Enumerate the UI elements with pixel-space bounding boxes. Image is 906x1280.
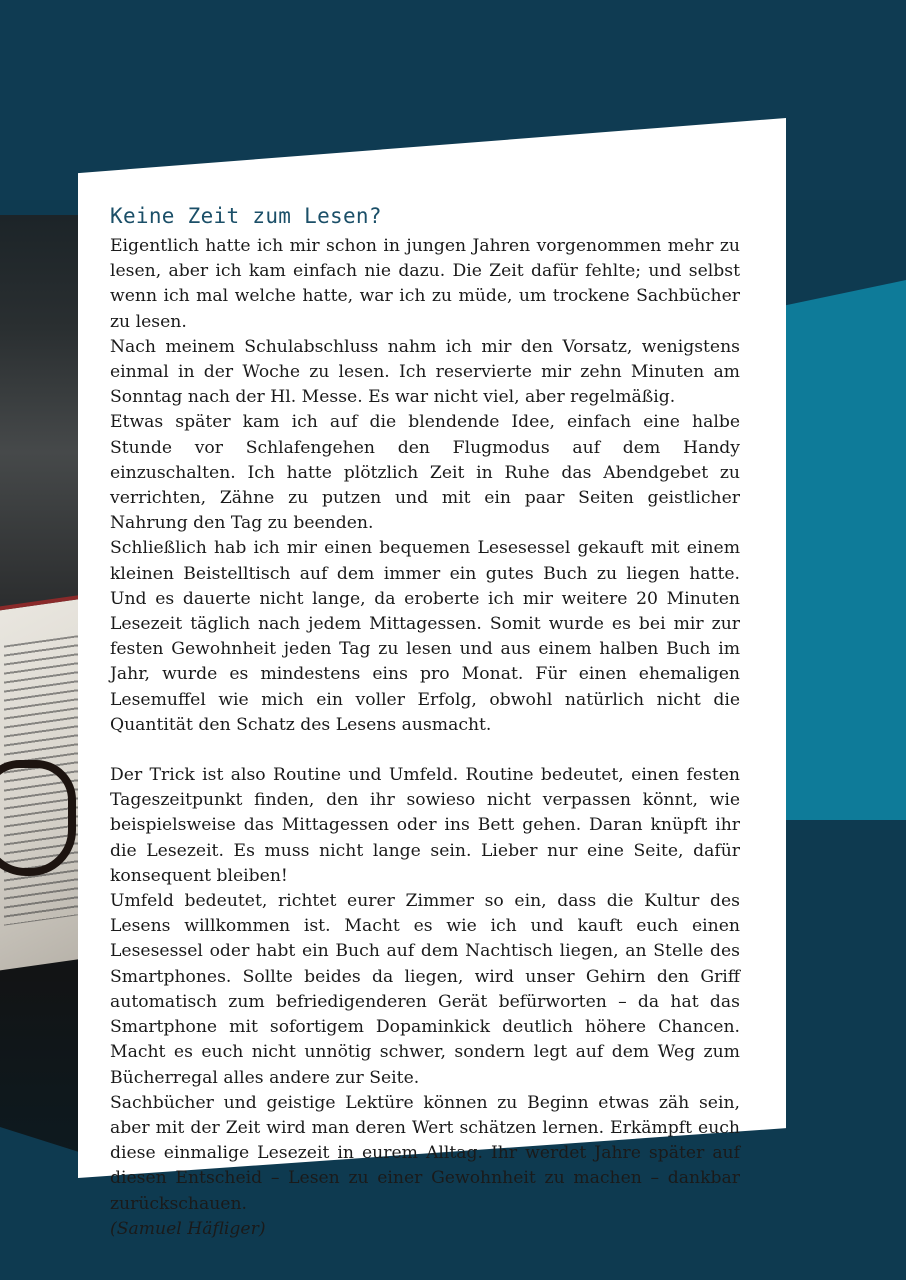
paragraph: Eigentlich hatte ich mir schon in jungen Jahren vorgenommen mehr zu lesen, aber ich kam einfach nie dazu. Die Zeit dafür fehlte; und selbst wenn ich mal welche hatte, war ich zu müde, um trockene Sachbücher zu lesen. [110,236,740,332]
paragraph: Nach meinem Schulabschluss nahm ich mir den Vorsatz, wenigstens einmal in der Woche zu lesen. Ich reservierte mir zehn Minuten am Sonntag nach der Hl. Messe. Es war nicht viel, aber regelmäßig. [110,336,740,408]
author-signature: (Samuel Häfliger) [110,1218,266,1239]
paragraph: Schließlich hab ich mir einen bequemen Lesesessel gekauft mit einem kleinen Beistelltisch auf dem immer ein gutes Buch zu liegen hatte. Und es dauerte nicht lange, da eroberte ich mir weitere 20 Minuten Lesezeit täglich nach jedem Mittagessen. Somit wurde es bei mir zur festen Gewohnheit jeden Tag zu lesen und aus einem halben Buch im Jahr, wurde es mindestens eins pro Monat. Für einen ehemaligen Lesemuffel wie mich ein voller Erfolg, obwohl natürlich nicht die Quantität den Schatz des Lesens ausmacht. [110,538,740,735]
paragraph: Der Trick ist also Routine und Umfeld. Routine bedeutet, einen festen Tageszeitpunkt finden, den ihr sowieso nicht verpassen könnt, wie beispielsweise das Mittagessen oder ins Bett gehen. Daran knüpft ihr die Lesezeit. Es muss nicht lange sein. Lieber nur eine Seite, dafür konsequent bleiben! [110,765,740,886]
article-heading: Keine Zeit zum Lesen? [110,204,382,228]
paragraph: Sachbücher und geistige Lektüre können zu Beginn etwas zäh sein, aber mit der Zeit wird man deren Wert schätzen lernen. Erkämpft euch diese einmalige Lesezeit in eurem Alltag. Ihr werdet Jahre später auf diesen Entscheid – Lesen zu einer Gewohnheit zu machen – dankbar zurückschauen. [110,1092,740,1214]
article-content [110,202,740,1242]
reading-glasses-image [0,760,76,876]
paragraph-gap [110,738,740,763]
paragraph: Umfeld bedeutet, richtet eurer Zimmer so ein, dass die Kultur des Lesens willkommen ist. Macht es wie ich und kauft euch einen Lesesessel oder habt ein Buch auf dem Nachtisch liegen, an Stelle des Smartphones. Sollte beides da liegen, wird unser Gehirn den Griff automatisch zum befriedigenderen Gerät befürworten – da hat das Smartphone mit sofortigem Dopaminkick deutlich höhere Chancen. Macht es euch nicht unnötig schwer, sondern legt auf dem Weg zum Bücherregal alles andere zur Seite. [110,891,740,1088]
paragraph: Etwas später kam ich auf die blendende Idee, einfach eine halbe Stunde vor Schlafengehen den Flugmodus auf dem Handy einzuschalten. Ich hatte plötzlich Zeit in Ruhe das Abendgebet zu verrichten, Zähne zu putzen und mit ein paar Seiten geistlicher Nahrung den Tag zu beenden. [110,412,740,534]
